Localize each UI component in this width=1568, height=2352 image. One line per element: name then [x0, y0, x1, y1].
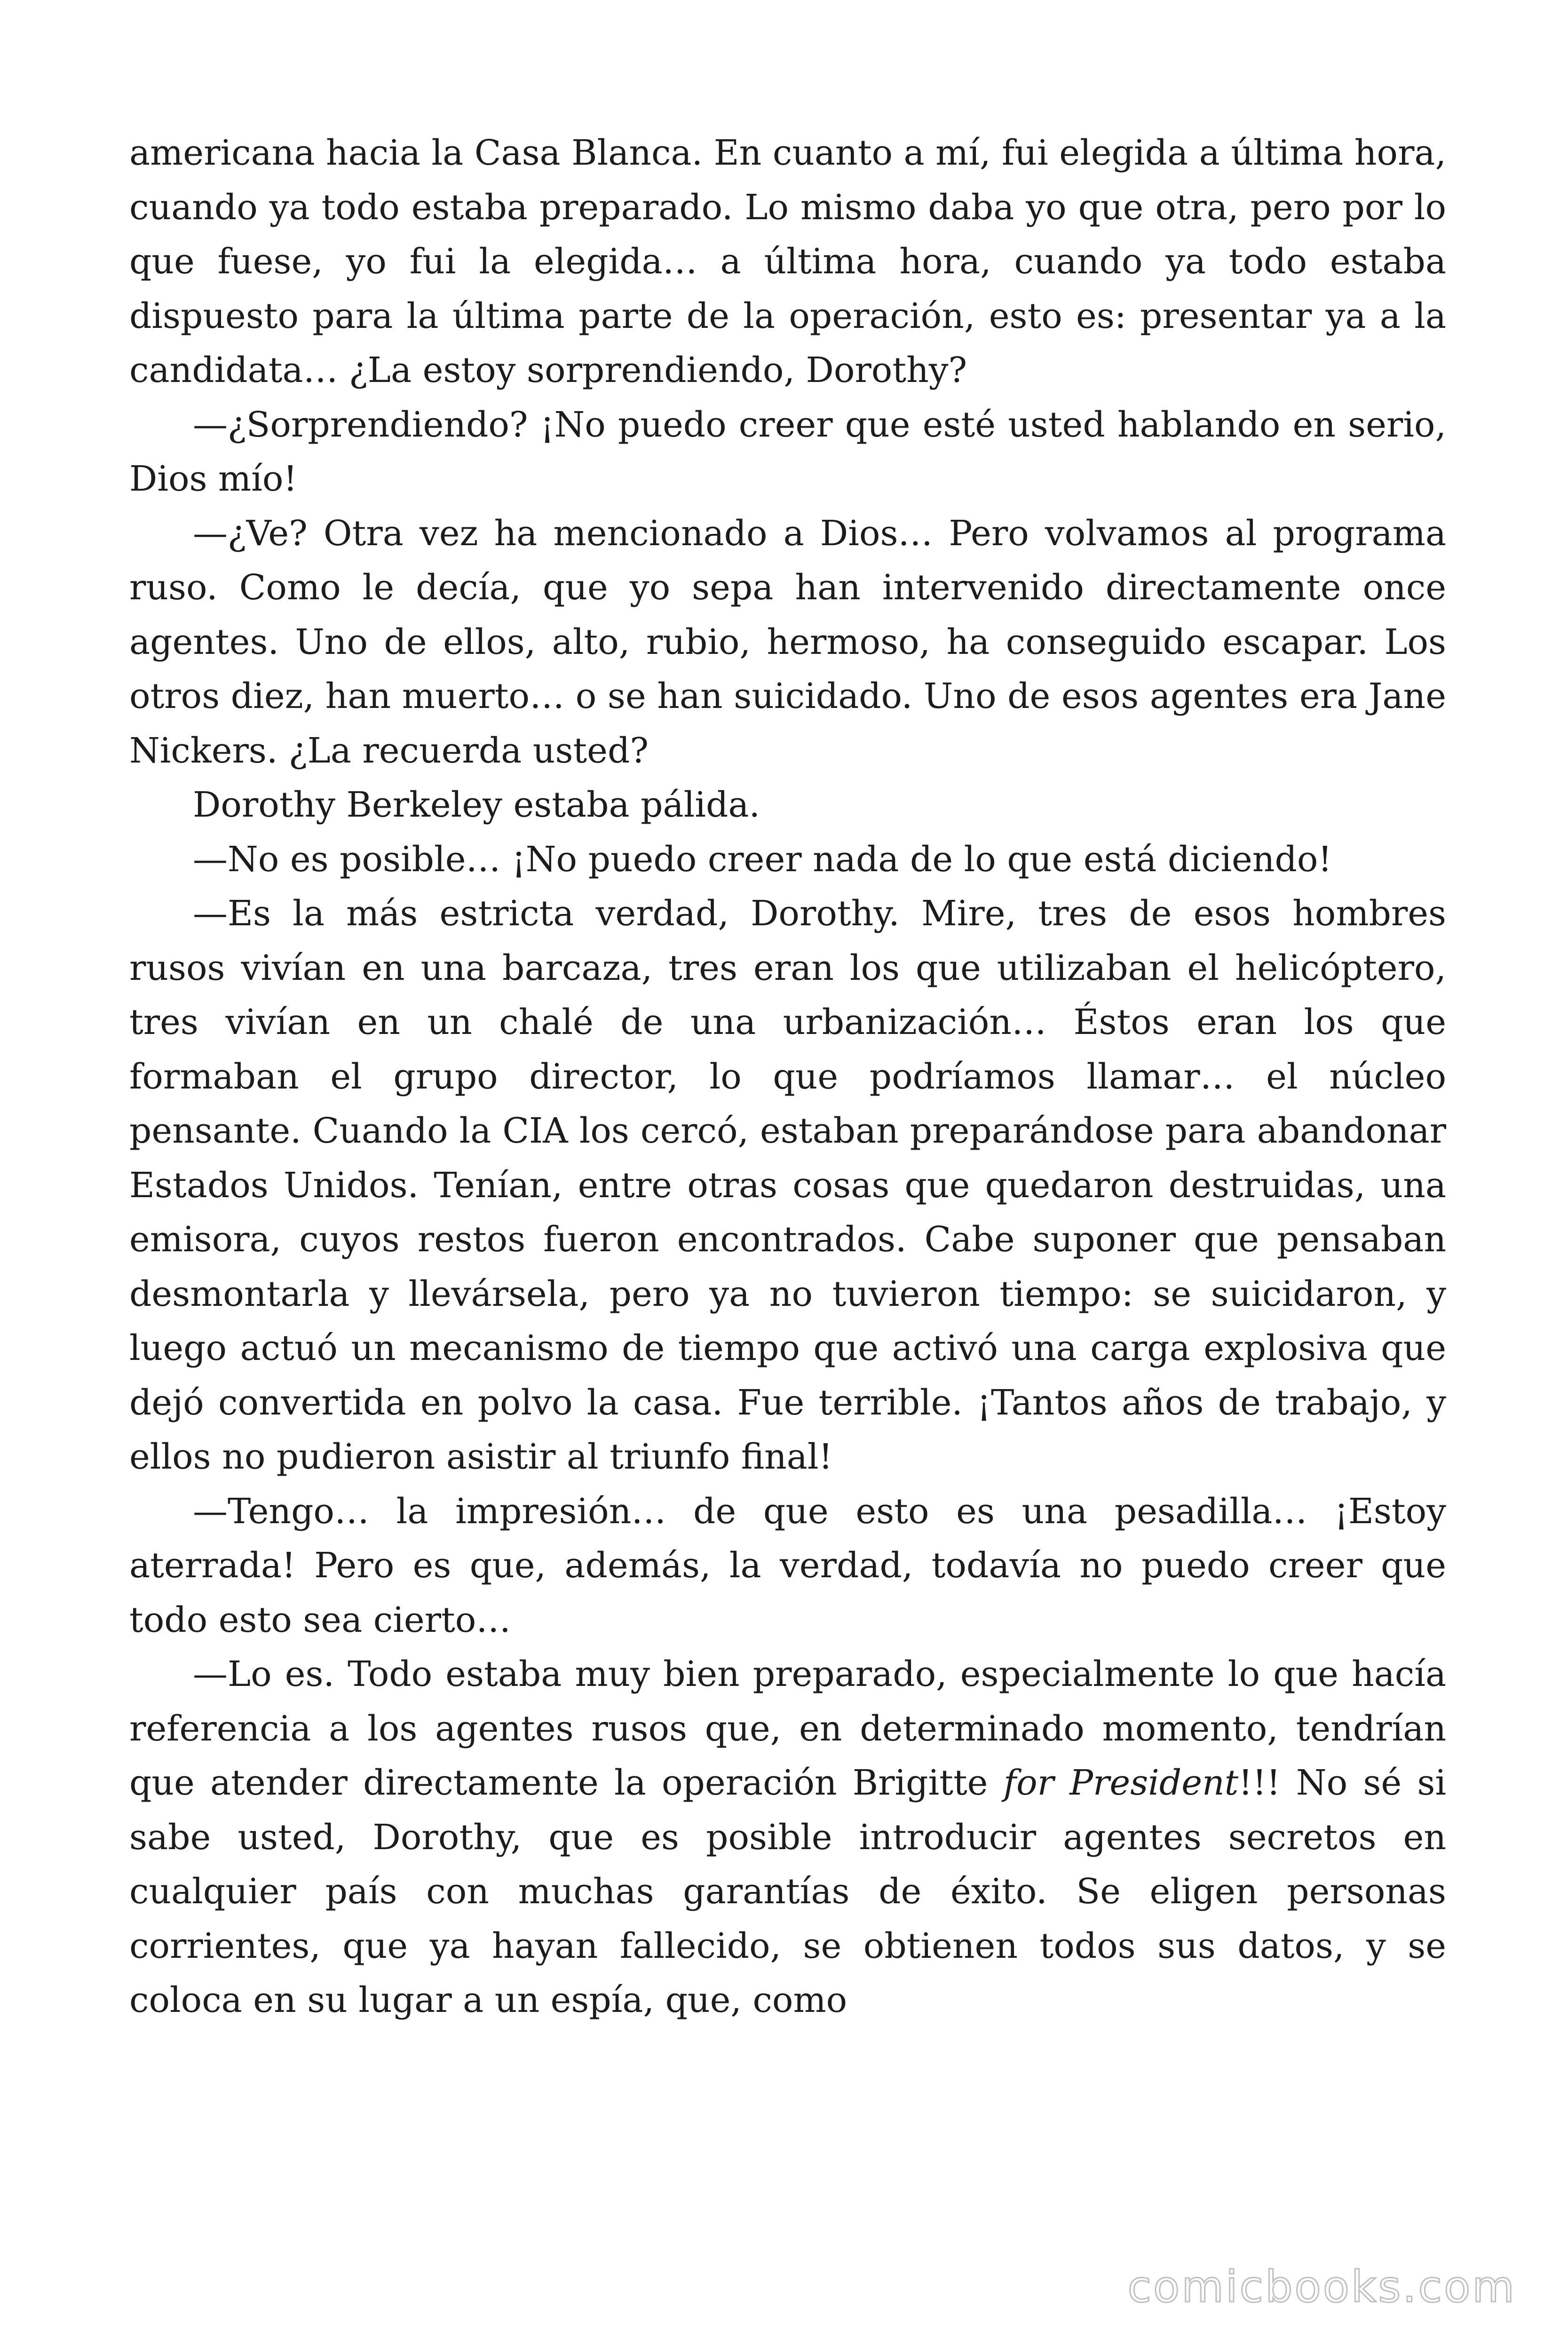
paragraph-5: —No es posible… ¡No puedo creer nada de lo que está diciendo! — [193, 839, 1332, 880]
paragraph-8 — [129, 1647, 1446, 2028]
page-text — [129, 126, 1446, 2028]
paragraph-8-end: !!! No sé si sabe usted, Dorothy, que es posible introducir agentes secretos en cualquier país con muchas garantías de éxito. Se eligen personas corrientes, que ya hayan fallecido, se obtienen todos sus datos, y se coloca en su lugar a un espía, que, como — [129, 1763, 1446, 2020]
paragraph-3: —¿Ve? Otra vez ha mencionado a Dios… Pero volvamos al programa ruso. Como le decía, que yo sepa han intervenido directamente once agentes. Uno de ellos, alto, rubio, hermoso, ha conseguido escapar. Los otros diez, han muerto… o se han suicidado. Uno de esos agentes era Jane Nickers. ¿La recuerda usted? — [129, 513, 1446, 771]
paragraph-2: —¿Sorprendiendo? ¡No puedo creer que esté usted hablando en serio, Dios mío! — [129, 404, 1446, 499]
paragraph-8-italic: for President — [1003, 1763, 1239, 1803]
paragraph-4: Dorothy Berkeley estaba pálida. — [193, 785, 760, 825]
paragraph-6: —Es la más estricta verdad, Dorothy. Mire, tres de esos hombres rusos vivían en una barcaza, tres eran los que utilizaban el helicóptero, tres vivían en un chalé de una urbanización… Éstos eran los que formaban el grupo director, lo que podríamos llamar… el núcleo pensante. Cuando la CIA los cercó, estaban preparándose para abandonar Estados Unidos. Tenían, entre otras cosas que quedaron destruidas, una emisora, cuyos restos fueron encontrados. Cabe suponer que pensaban desmontarla y llevársela, pero ya no tuvieron tiempo: se suicidaron, y luego actuó un mecanismo de tiempo que activó una carga explosiva que dejó convertida en polvo la casa. Fue terrible. ¡Tantos años de trabajo, y ellos no pudieron asistir al triunfo final! — [129, 893, 1446, 1477]
watermark-text: comicbooks.com — [1127, 2262, 1516, 2312]
paragraph-8-start: —Lo es. Todo estaba muy bien preparado, especialmente lo que hacía referencia a los agentes rusos que, en determinado momento, tendrían que atender directamente la operación Brigitte — [129, 1654, 1446, 1803]
paragraph-1: americana hacia la Casa Blanca. En cuanto a mí, fui elegida a última hora, cuando ya todo estaba preparado. Lo mismo daba yo que otra, pero por lo que fuese, yo fui la elegida… a última hora, cuando ya todo estaba dispuesto para la última parte de la operación, esto es: presentar ya a la candidata… ¿La estoy sorprendiendo, Dorothy? — [129, 133, 1446, 390]
paragraph-7: —Tengo… la impresión… de que esto es una pesadilla… ¡Estoy aterrada! Pero es que, además, la verdad, todavía no puedo creer que todo esto sea cierto… — [129, 1491, 1446, 1640]
